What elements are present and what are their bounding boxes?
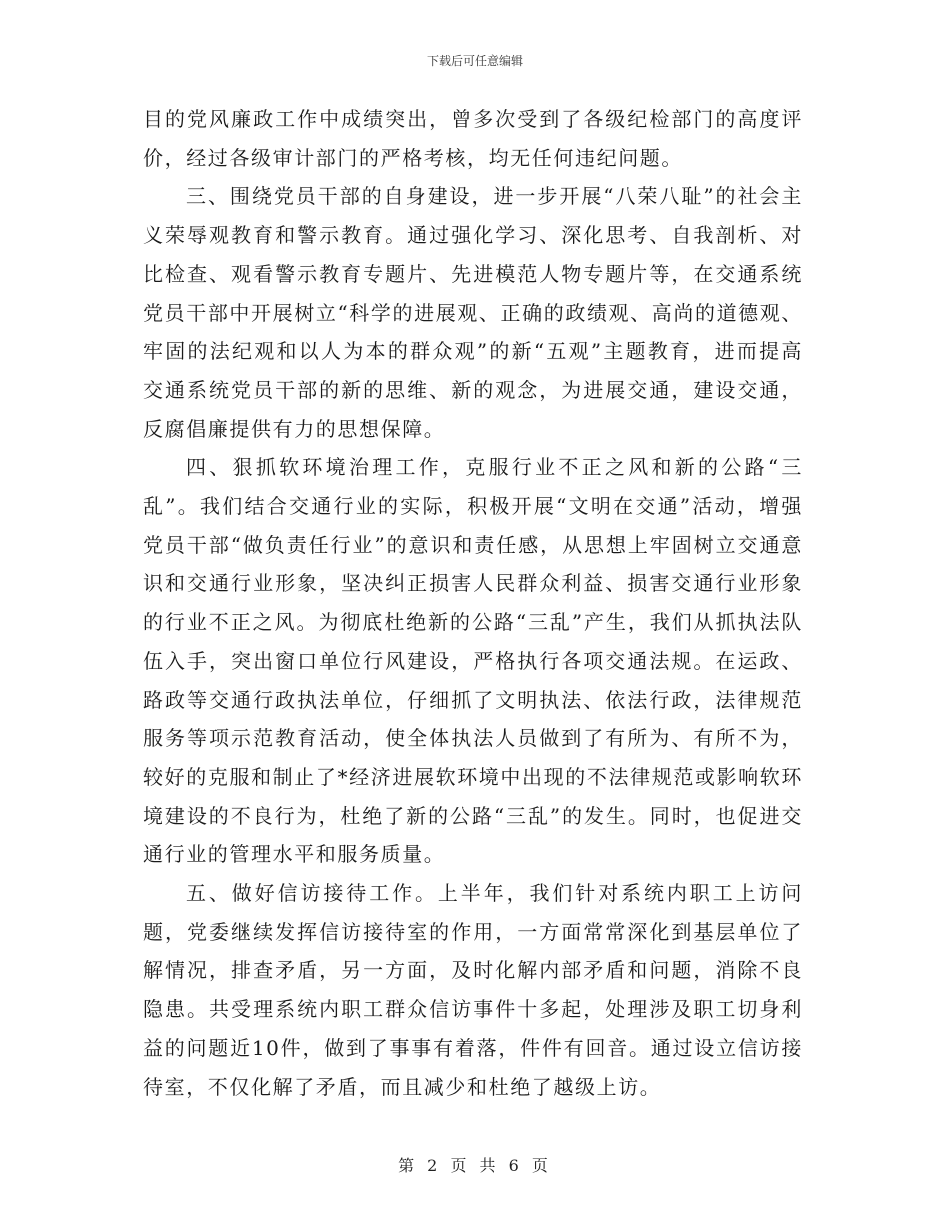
page-header: 下载后可任意编辑: [426, 54, 523, 68]
paragraph-section-five: 五、做好信访接待工作。上半年，我们针对系统内职工上访问题，党委继续发挥信访接待室的作用，一方面常常深化到基层单位了解情况，排查矛盾，另一方面，及时化解内部矛盾和问题，消除不良隐患。共受理系统内职工群众信访事件十多起，处理涉及职工切身利益的问题近10件，做到了事事有着落，件件有回音。通过设立信访接待室，不仅化解了矛盾，而且减少和杜绝了越级上访。: [143, 881, 803, 1099]
page-number-footer: 第 2 页 共 6 页: [398, 1156, 552, 1175]
paragraph-continuation: 目的党风廉政工作中成绩突出，曾多次受到了各级纪检部门的高度评价，经过各级审计部门的严格考核，均无任何违纪问题。: [143, 107, 803, 170]
paragraph-section-four: 四、狠抓软环境治理工作，克服行业不正之风和新的公路“三乱”。我们结合交通行业的实际，积极开展“文明在交通”活动，增强党员干部“做负责任行业”的意识和责任感，从思想上牢固树立交通意识和交通行业形象，坚决纠正损害人民群众利益、损害交通行业形象的行业不正之风。为彻底杜绝新的公路“三乱”产生，我们从抓执法队伍入手，突出窗口单位行风建设，严格执行各项交通法规。在运政、路政等交通行政执法单位，仔细抓了文明执法、依法行政，法律规范服务等项示范教育活动，使全体执法人员做到了有所为、有所不为，较好的克服和制止了*经济进展软环境中出现的不法律规范或影响软环境建设的不良行为，杜绝了新的公路“三乱”的发生。同时，也促进交通行业的管理水平和服务质量。: [143, 455, 803, 867]
paragraph-section-three: 三、围绕党员干部的自身建设，进一步开展“八荣八耻”的社会主义荣辱观教育和警示教育。通过强化学习、深化思考、自我剖析、对比检查、观看警示教育专题片、先进模范人物专题片等，在交通系统党员干部中开展树立“科学的进展观、正确的政绩观、高尚的道德观、牢固的法纪观和以人为本的群众观”的新“五观”主题教育，进而提高交通系统党员干部的新的思维、新的观念，为进展交通，建设交通，反腐倡廉提供有力的思想保障。: [143, 184, 803, 441]
document-body: [143, 100, 803, 1106]
